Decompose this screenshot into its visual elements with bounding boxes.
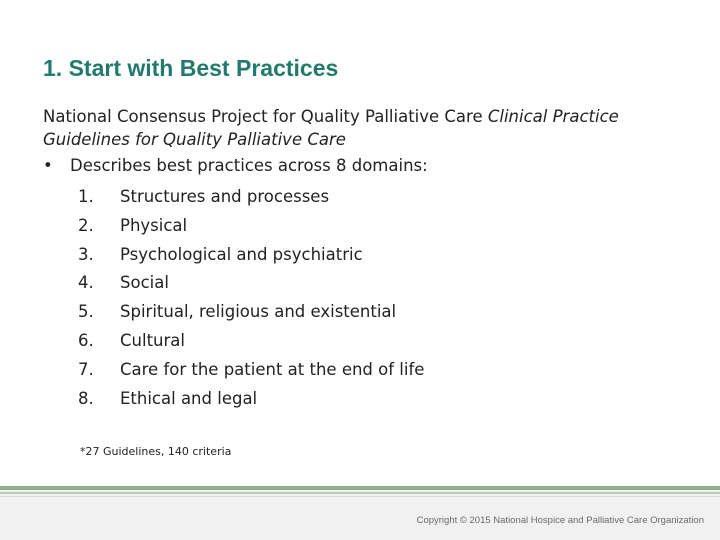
domain-label: Social [120,273,169,293]
domain-label: Structures and processes [120,187,330,206]
bullet-icon: • [43,156,53,175]
slide-title: 1. Start with Best Practices [43,55,339,81]
domain-label: Physical [120,215,188,235]
domain-number: 2. [78,215,94,235]
domain-label: Psychological and psychiatric [120,244,363,264]
footer-stripe-thin [0,492,720,494]
domain-number: 6. [78,330,94,350]
slide-body [43,105,683,180]
footer-bar [0,486,720,540]
guideline-title-part1: Clinical Practice [487,107,619,126]
domain-number: 5. [78,302,94,322]
domain-number: 8. [78,388,94,408]
intro-prefix: National Consensus Project for Quality Palliative Care [43,107,488,126]
footer-stripe-hairline [0,496,720,497]
footer-stripe [0,486,720,490]
domain-number: 7. [78,359,94,379]
domain-number: 1. [78,187,94,206]
domain-number: 3. [78,244,94,264]
domain-label: Cultural [120,330,185,350]
intro-line-1 [43,105,683,128]
domain-label: Care for the patient at the end of life [120,359,425,379]
domain-label: Spiritual, religious and existential [120,302,397,322]
footnote: *27 Guidelines, 140 criteria [80,445,232,458]
guideline-title-part2: Guidelines for Quality Palliative Care [43,130,346,149]
bullet-item [43,151,683,180]
domain-label: Ethical and legal [120,388,258,408]
domain-number: 4. [78,273,94,293]
bullet-text: Describes best practices across 8 domains: [70,156,428,175]
copyright-notice: Copyright © 2015 National Hospice and Palliative Care Organization [416,515,704,526]
